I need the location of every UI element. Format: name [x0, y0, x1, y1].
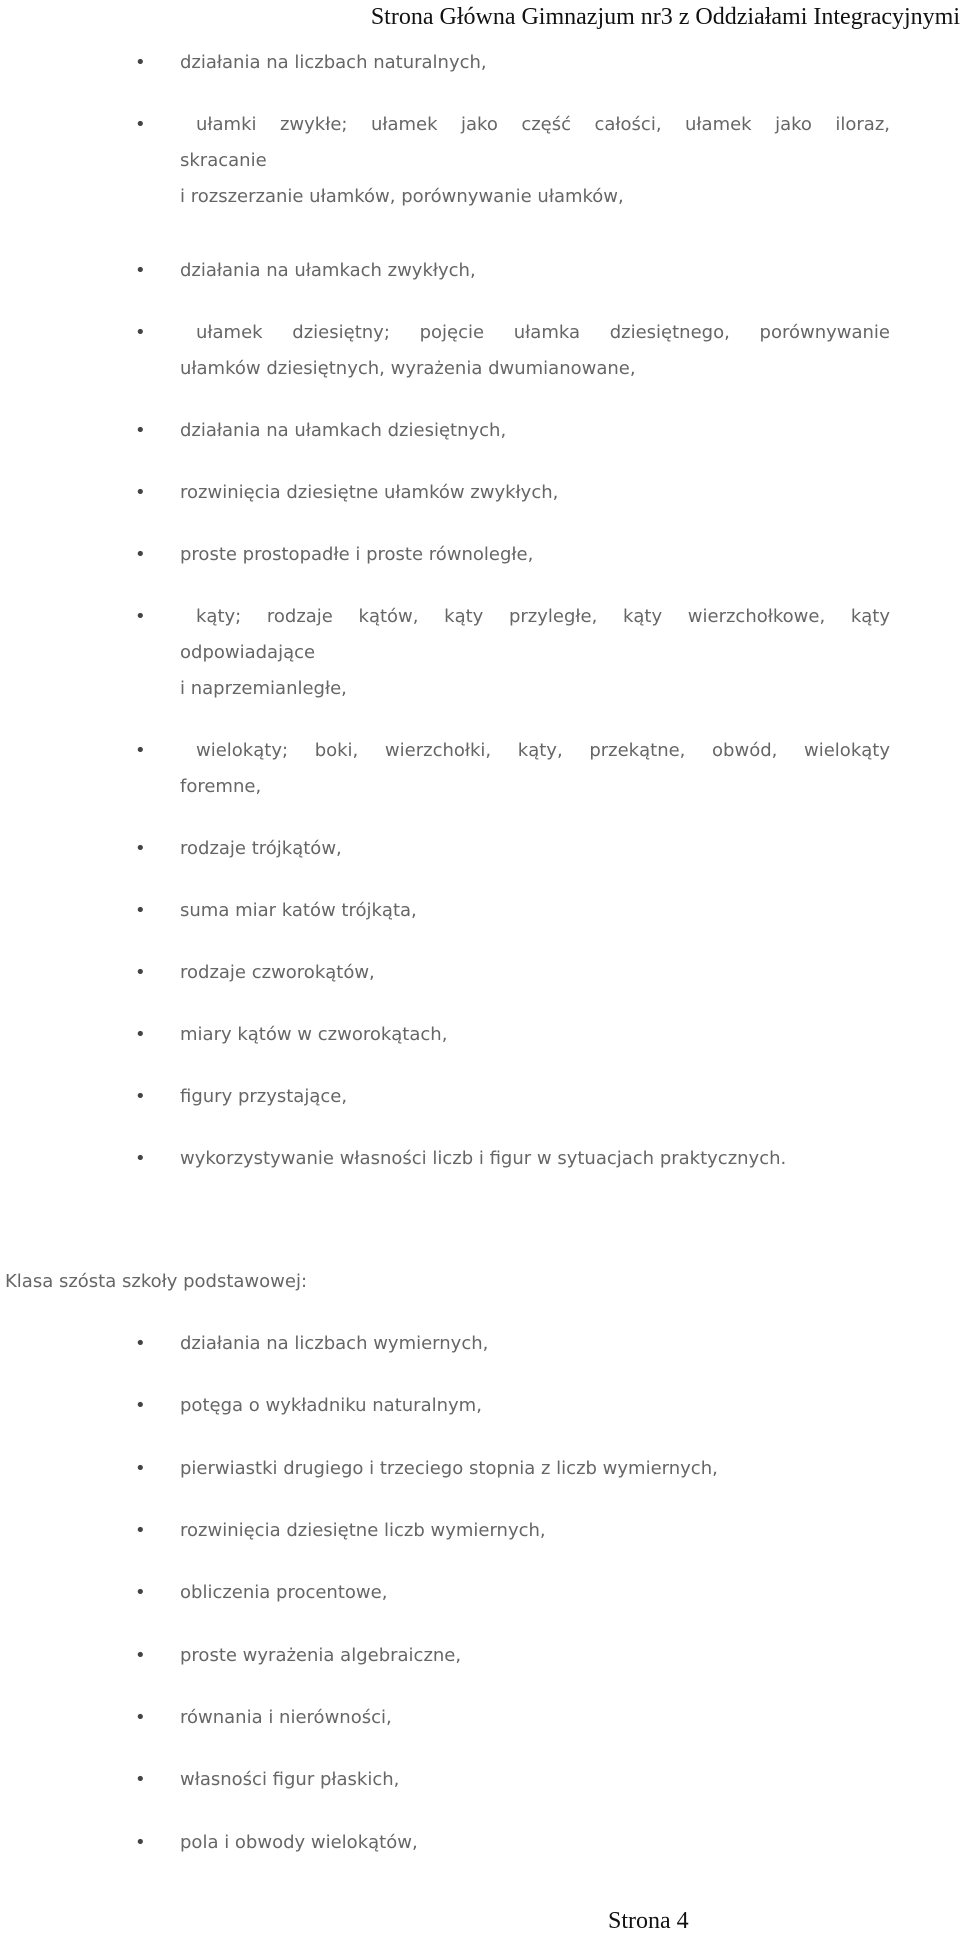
- list-item-line: rozwinięcia dziesiętne liczb wymiernych,: [180, 1520, 546, 1541]
- list-bullet: •: [135, 1769, 146, 1790]
- list-item-line: własności figur płaskich,: [180, 1769, 400, 1790]
- list-item: [180, 1513, 890, 1549]
- list-item: [180, 893, 890, 929]
- list-item-line: rodzaje trójkątów,: [180, 838, 342, 859]
- list-bullet: •: [135, 1395, 146, 1416]
- list-item: [180, 1451, 890, 1487]
- list-item-line: miary kątów w czworokątach,: [180, 1024, 448, 1045]
- list-item-line: ułamków dziesiętnych, wyrażenia dwumianowane,: [180, 358, 636, 379]
- list-item-line: działania na ułamkach zwykłych,: [180, 260, 476, 281]
- list-item: [180, 955, 890, 991]
- list-bullet: •: [135, 1024, 146, 1045]
- list-bullet: •: [135, 260, 146, 281]
- list-item: [180, 1017, 890, 1053]
- list-item-line: działania na liczbach wymiernych,: [180, 1333, 489, 1354]
- list-item: [180, 1700, 890, 1736]
- list-bullet: •: [135, 1086, 146, 1107]
- list-item-line: działania na liczbach naturalnych,: [180, 52, 487, 73]
- list-item: [180, 537, 890, 573]
- section-heading-grade-6: Klasa szósta szkoły podstawowej:: [5, 1271, 308, 1292]
- list-item-line: pierwiastki drugiego i trzeciego stopnia z liczb wymiernych,: [180, 1458, 718, 1479]
- list-item-line: pola i obwody wielokątów,: [180, 1832, 418, 1853]
- list-bullet: •: [135, 606, 146, 627]
- list-item: [180, 831, 890, 867]
- list-item-line: równania i nierówności,: [180, 1707, 392, 1728]
- list-item-line: i rozszerzanie ułamków, porównywanie ułamków,: [180, 186, 624, 207]
- list-item-line: proste wyrażenia algebraiczne,: [180, 1645, 462, 1666]
- list-item: [180, 1638, 890, 1674]
- list-item-line: i naprzemianległe,: [180, 678, 347, 699]
- list-bullet: •: [135, 900, 146, 921]
- list-item: [180, 1825, 890, 1861]
- list-bullet: •: [135, 52, 146, 73]
- list-item-line: kąty; rodzaje kątów, kąty przyległe, kąty wierzchołkowe, kąty: [196, 606, 890, 627]
- list-bullet: •: [135, 1520, 146, 1541]
- list-bullet: •: [135, 544, 146, 565]
- list-item-line: foremne,: [180, 776, 262, 797]
- list-item-line: potęga o wykładniku naturalnym,: [180, 1395, 482, 1416]
- list-item: [180, 599, 890, 707]
- list-item: [180, 1388, 890, 1424]
- list-item-line: proste prostopadłe i proste równoległe,: [180, 544, 534, 565]
- list-item-line: ułamek dziesiętny; pojęcie ułamka dziesiętnego, porównywanie: [196, 322, 890, 343]
- list-item-line: figury przystające,: [180, 1086, 348, 1107]
- document-header-title: Strona Główna Gimnazjum nr3 z Oddziałami Integracyjnymi: [370, 4, 960, 30]
- list-item: [180, 1141, 890, 1177]
- list-bullet: •: [135, 1707, 146, 1728]
- list-bullet: •: [135, 420, 146, 441]
- list-item-line: rozwinięcia dziesiętne ułamków zwykłych,: [180, 482, 559, 503]
- list-bullet: •: [135, 1832, 146, 1853]
- list-bullet: •: [135, 482, 146, 503]
- list-bullet: •: [135, 838, 146, 859]
- list-item-line: obliczenia procentowe,: [180, 1582, 388, 1603]
- list-item: [180, 107, 890, 215]
- list-item-line: odpowiadające: [180, 642, 316, 663]
- list-item-line: rodzaje czworokątów,: [180, 962, 375, 983]
- list-item-line: wykorzystywanie własności liczb i figur w sytuacjach praktycznych.: [180, 1148, 787, 1169]
- list-bullet: •: [135, 962, 146, 983]
- list-item: [180, 315, 890, 387]
- list-bullet: •: [135, 1582, 146, 1603]
- list-item: [180, 1079, 890, 1115]
- list-bullet: •: [135, 1333, 146, 1354]
- list-item: [180, 1326, 890, 1362]
- page-number: Strona 4: [608, 1908, 689, 1934]
- list-item: [180, 45, 890, 81]
- list-bullet: •: [135, 740, 146, 761]
- list-item: [180, 253, 890, 289]
- list-item: [180, 1575, 890, 1611]
- list-item-line: skracanie: [180, 150, 267, 171]
- list-item-line: suma miar katów trójkąta,: [180, 900, 417, 921]
- list-bullet: •: [135, 1645, 146, 1666]
- list-item: [180, 475, 890, 511]
- list-bullet: •: [135, 322, 146, 343]
- list-item: [180, 1762, 890, 1798]
- list-bullet: •: [135, 114, 146, 135]
- list-item-line: ułamki zwykłe; ułamek jako część całości, ułamek jako iloraz,: [196, 114, 890, 135]
- list-item-line: działania na ułamkach dziesiętnych,: [180, 420, 507, 441]
- list-item-line: wielokąty; boki, wierzchołki, kąty, przekątne, obwód, wielokąty: [196, 740, 890, 761]
- list-bullet: •: [135, 1148, 146, 1169]
- list-item: [180, 413, 890, 449]
- list-bullet: •: [135, 1458, 146, 1479]
- list-item: [180, 733, 890, 805]
